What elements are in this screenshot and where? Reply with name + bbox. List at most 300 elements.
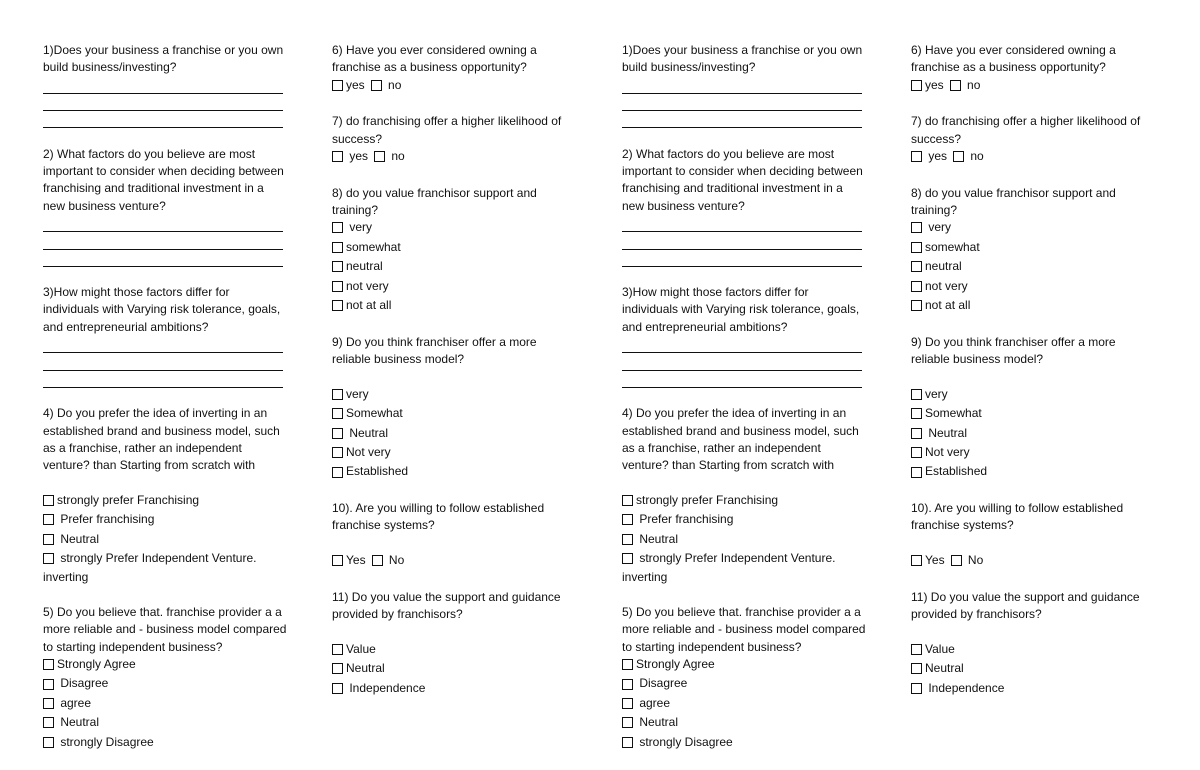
option-yes[interactable] bbox=[332, 552, 366, 569]
answer-blank-line[interactable] bbox=[43, 232, 283, 249]
question-text bbox=[332, 185, 582, 220]
option-established[interactable] bbox=[332, 463, 408, 480]
checkbox-icon[interactable] bbox=[332, 261, 343, 272]
option-row bbox=[332, 386, 582, 405]
question-text-line: more reliable and - business model compared bbox=[43, 622, 287, 637]
question-text-line: franchising and traditional investment in a bbox=[43, 181, 264, 196]
answer-options bbox=[622, 492, 877, 587]
checkbox-icon[interactable] bbox=[332, 242, 343, 253]
option-very[interactable] bbox=[911, 386, 948, 403]
question-text-line: 5) Do you believe that. franchise provider a a bbox=[622, 605, 861, 620]
question-text-line: provided by franchisors? bbox=[911, 607, 1042, 622]
option-no[interactable] bbox=[371, 77, 402, 94]
question-text-line: to starting independent business? bbox=[43, 639, 223, 654]
checkbox-icon[interactable] bbox=[953, 151, 964, 162]
answer-blank-line[interactable] bbox=[622, 232, 862, 249]
option-not-at-all[interactable] bbox=[911, 297, 970, 314]
checkbox-icon[interactable] bbox=[332, 644, 343, 655]
option-label: Neutral bbox=[925, 425, 968, 440]
option-label: strongly prefer Franchising bbox=[636, 492, 779, 507]
checkbox-icon[interactable] bbox=[43, 553, 54, 564]
option-strongly-prefer-independent-venture[interactable] bbox=[622, 550, 835, 567]
option-label: Prefer franchising bbox=[57, 512, 155, 527]
question-text-line: venture? than Starting from scratch with bbox=[622, 458, 835, 473]
option-row bbox=[622, 550, 877, 569]
checkbox-icon[interactable] bbox=[43, 737, 54, 748]
option-not-very[interactable] bbox=[911, 278, 968, 295]
answer-blank-line[interactable] bbox=[43, 250, 283, 267]
checkbox-icon[interactable] bbox=[622, 717, 633, 728]
option-label: Neutral bbox=[636, 715, 679, 730]
answer-blank-line[interactable] bbox=[622, 353, 862, 370]
option-row bbox=[43, 695, 298, 714]
question-text-line: franchise as a business opportunity? bbox=[332, 60, 527, 75]
checkbox-icon[interactable] bbox=[622, 553, 633, 564]
question-q10 bbox=[332, 500, 582, 571]
option-row bbox=[332, 552, 582, 571]
option-label: No bbox=[385, 553, 405, 567]
question-text bbox=[43, 604, 298, 656]
option-label: Yes bbox=[346, 553, 366, 567]
option-neutral[interactable] bbox=[332, 660, 385, 677]
checkbox-icon[interactable] bbox=[911, 467, 922, 478]
option-row bbox=[911, 444, 1161, 463]
checkbox-icon[interactable] bbox=[911, 80, 922, 91]
option-row bbox=[332, 425, 582, 444]
answer-options bbox=[911, 219, 1161, 316]
option-label: no bbox=[967, 148, 984, 163]
answer-options bbox=[911, 552, 1161, 571]
checkbox-icon[interactable] bbox=[332, 222, 343, 233]
option-strongly-disagree[interactable] bbox=[43, 734, 154, 751]
option-strongly-agree[interactable] bbox=[43, 656, 136, 673]
option-neutral[interactable] bbox=[911, 660, 964, 677]
question-text-line: important to consider when deciding between bbox=[43, 164, 284, 179]
checkbox-icon[interactable] bbox=[332, 663, 343, 674]
answer-blank-line[interactable] bbox=[43, 371, 283, 388]
question-text-line: 11) Do you value the support and guidance bbox=[332, 589, 561, 604]
question-text-line: reliable business model? bbox=[332, 352, 465, 367]
question-q2 bbox=[622, 146, 877, 267]
option-label: neutral bbox=[346, 259, 383, 274]
option-label: strongly Prefer Independent Venture. bbox=[636, 551, 836, 566]
checkbox-icon[interactable] bbox=[622, 659, 633, 670]
question-q5 bbox=[43, 604, 298, 753]
answer-blank-line[interactable] bbox=[43, 94, 283, 111]
option-neutral[interactable] bbox=[43, 531, 99, 548]
option-independence[interactable] bbox=[911, 680, 1004, 697]
checkbox-icon[interactable] bbox=[911, 389, 922, 400]
option-label: Neutral bbox=[636, 531, 679, 546]
checkbox-icon[interactable] bbox=[622, 534, 633, 545]
checkbox-icon[interactable] bbox=[911, 428, 922, 439]
checkbox-icon[interactable] bbox=[911, 663, 922, 674]
answer-blank-line[interactable] bbox=[622, 77, 862, 94]
option-somewhat[interactable] bbox=[332, 239, 401, 256]
option-row bbox=[911, 660, 1161, 679]
option-label: Somewhat bbox=[925, 406, 982, 421]
question-text bbox=[911, 500, 1161, 535]
option-label: agree bbox=[57, 695, 92, 710]
checkbox-icon[interactable] bbox=[622, 679, 633, 690]
question-text-line: success? bbox=[911, 131, 962, 146]
question-text-line: and entrepreneurial ambitions? bbox=[622, 319, 788, 334]
option-label: Not very bbox=[346, 444, 391, 459]
option-label: strongly Prefer Independent Venture. bbox=[57, 551, 257, 566]
answer-options bbox=[911, 641, 1161, 699]
question-text-line: 7) do franchising offer a higher likelihood of bbox=[332, 114, 562, 129]
option-agree[interactable] bbox=[43, 695, 91, 712]
page-2-left-column bbox=[622, 42, 877, 770]
option-established[interactable] bbox=[911, 463, 987, 480]
question-text bbox=[911, 113, 1161, 148]
option-row bbox=[911, 239, 1161, 258]
option-row bbox=[43, 675, 298, 694]
checkbox-icon[interactable] bbox=[911, 242, 922, 253]
option-not-very[interactable] bbox=[332, 278, 389, 295]
question-q1 bbox=[43, 42, 298, 128]
question-text-line: 2) What factors do you believe are most bbox=[43, 146, 256, 161]
question-text bbox=[43, 42, 298, 77]
answer-blank-line[interactable] bbox=[622, 371, 862, 388]
option-row bbox=[332, 641, 582, 660]
question-q5 bbox=[622, 604, 877, 753]
option-row bbox=[43, 492, 298, 511]
checkbox-icon[interactable] bbox=[43, 659, 54, 670]
answer-options bbox=[911, 148, 1161, 167]
answer-options bbox=[43, 656, 298, 753]
option-row bbox=[332, 297, 582, 316]
checkbox-icon[interactable] bbox=[332, 408, 343, 419]
option-yes[interactable] bbox=[911, 77, 944, 94]
option-strongly-disagree[interactable] bbox=[622, 734, 733, 751]
option-label: Established bbox=[925, 464, 988, 479]
option-label: Neutral bbox=[346, 425, 389, 440]
checkbox-icon[interactable] bbox=[911, 447, 922, 458]
option-row bbox=[622, 492, 877, 511]
question-text-line: as a franchise, rather an independent bbox=[43, 440, 242, 455]
option-row bbox=[911, 219, 1161, 238]
question-text-line: established brand and business model, such bbox=[43, 423, 280, 438]
option-very[interactable] bbox=[332, 219, 372, 236]
question-text-line: 9) Do you think franchiser offer a more bbox=[332, 334, 537, 349]
checkbox-icon[interactable] bbox=[911, 644, 922, 655]
question-text bbox=[911, 42, 1161, 77]
option-label: Neutral bbox=[57, 531, 100, 546]
answer-blank-line[interactable] bbox=[622, 94, 862, 111]
option-row bbox=[911, 552, 1161, 571]
question-text-line: build business/investing? bbox=[43, 60, 177, 75]
question-text-line: individuals with Varying risk tolerance, goals, bbox=[622, 302, 860, 317]
checkbox-icon[interactable] bbox=[43, 698, 54, 709]
option-prefer-franchising[interactable] bbox=[622, 511, 733, 528]
checkbox-icon[interactable] bbox=[911, 300, 922, 311]
question-text bbox=[332, 334, 582, 369]
checkbox-icon[interactable] bbox=[332, 467, 343, 478]
option-label: Neutral bbox=[346, 661, 385, 676]
option-label: very bbox=[346, 220, 373, 235]
question-text-line: new business venture? bbox=[43, 198, 166, 213]
option-label: Value bbox=[925, 641, 955, 656]
question-text-line: as a franchise, rather an independent bbox=[622, 440, 821, 455]
question-text bbox=[43, 284, 298, 336]
checkbox-icon[interactable] bbox=[371, 80, 382, 91]
checkbox-icon[interactable] bbox=[622, 737, 633, 748]
checkbox-icon[interactable] bbox=[372, 555, 383, 566]
option-disagree[interactable] bbox=[622, 675, 687, 692]
option-yes[interactable] bbox=[332, 77, 365, 94]
answer-blank-line[interactable] bbox=[43, 336, 283, 353]
answer-blank-line[interactable] bbox=[43, 353, 283, 370]
checkbox-icon[interactable] bbox=[950, 80, 961, 91]
question-q4 bbox=[43, 405, 298, 587]
question-text bbox=[622, 146, 877, 215]
question-text-line: 10). Are you willing to follow established bbox=[911, 501, 1124, 516]
question-text bbox=[622, 405, 877, 474]
option-yes[interactable] bbox=[332, 148, 368, 165]
option-label: agree bbox=[636, 695, 671, 710]
question-text bbox=[911, 589, 1161, 624]
option-strongly-prefer-independent-venture[interactable] bbox=[43, 550, 256, 567]
question-q8 bbox=[911, 185, 1161, 317]
answer-options bbox=[332, 219, 582, 316]
checkbox-icon[interactable] bbox=[911, 555, 922, 566]
option-row bbox=[332, 148, 582, 167]
question-text-line: franchise systems? bbox=[911, 518, 1014, 533]
question-text bbox=[332, 113, 582, 148]
option-neutral[interactable] bbox=[332, 258, 383, 275]
question-q6 bbox=[911, 42, 1161, 96]
option-independence[interactable] bbox=[332, 680, 425, 697]
option-no[interactable] bbox=[372, 552, 405, 569]
checkbox-icon[interactable] bbox=[43, 534, 54, 545]
answer-blank-line[interactable] bbox=[622, 336, 862, 353]
checkbox-icon[interactable] bbox=[332, 683, 343, 694]
checkbox-icon[interactable] bbox=[951, 555, 962, 566]
option-row bbox=[622, 656, 877, 675]
answer-blank-line[interactable] bbox=[622, 111, 862, 128]
option-label: Independence bbox=[346, 680, 426, 695]
option-label: no bbox=[963, 77, 981, 92]
option-very[interactable] bbox=[332, 386, 369, 403]
question-q4 bbox=[622, 405, 877, 587]
option-label: Disagree bbox=[636, 676, 688, 691]
question-text-line: established brand and business model, such bbox=[622, 423, 859, 438]
answer-options bbox=[911, 77, 1161, 96]
question-text-line: 6) Have you ever considered owning a bbox=[332, 43, 537, 57]
option-yes[interactable] bbox=[911, 552, 945, 569]
question-text-line: 6) Have you ever considered owning a bbox=[911, 43, 1116, 57]
question-q1 bbox=[622, 42, 877, 128]
question-text-line: success? bbox=[332, 131, 383, 146]
option-label: no bbox=[388, 148, 405, 163]
question-text-line: training? bbox=[911, 202, 958, 217]
question-text-line: individuals with Varying risk tolerance, goals, bbox=[43, 302, 281, 317]
option-row bbox=[911, 386, 1161, 405]
option-very[interactable] bbox=[911, 219, 951, 236]
option-row bbox=[43, 714, 298, 733]
question-text-line: franchise as a business opportunity? bbox=[911, 60, 1106, 75]
question-text-line: important to consider when deciding between bbox=[622, 164, 863, 179]
question-text-line: 2) What factors do you believe are most bbox=[622, 146, 835, 161]
option-label: Independence bbox=[925, 680, 1005, 695]
checkbox-icon[interactable] bbox=[332, 555, 343, 566]
question-q7 bbox=[911, 113, 1161, 167]
answer-options bbox=[332, 641, 582, 699]
option-not-very[interactable] bbox=[332, 444, 391, 461]
question-q2 bbox=[43, 146, 298, 267]
answer-options bbox=[332, 552, 582, 571]
checkbox-icon[interactable] bbox=[332, 389, 343, 400]
question-text-line: 7) do franchising offer a higher likelihood of bbox=[911, 114, 1141, 129]
option-row bbox=[332, 444, 582, 463]
option-label: yes bbox=[346, 77, 365, 92]
option-row bbox=[332, 660, 582, 679]
question-text bbox=[43, 146, 298, 215]
option-row bbox=[43, 656, 298, 675]
option-not-at-all[interactable] bbox=[332, 297, 391, 314]
option-strongly-agree[interactable] bbox=[622, 656, 715, 673]
option-label: Value bbox=[346, 641, 376, 656]
question-text-line: 4) Do you prefer the idea of inverting in an bbox=[622, 406, 847, 421]
option-value[interactable] bbox=[911, 641, 955, 658]
option-no[interactable] bbox=[950, 77, 981, 94]
option-strongly-prefer-franchising[interactable] bbox=[43, 492, 199, 509]
option-neutral[interactable] bbox=[911, 258, 962, 275]
checkbox-icon[interactable] bbox=[332, 281, 343, 292]
checkbox-icon[interactable] bbox=[43, 495, 54, 506]
checkbox-icon[interactable] bbox=[622, 698, 633, 709]
option-row bbox=[332, 239, 582, 258]
option-label: Neutral bbox=[925, 661, 964, 676]
option-row bbox=[911, 463, 1161, 482]
page-1-left-column bbox=[43, 42, 298, 770]
checkbox-icon[interactable] bbox=[332, 300, 343, 311]
option-label: strongly Disagree bbox=[57, 734, 154, 749]
question-text-line: to starting independent business? bbox=[622, 639, 802, 654]
option-label: very bbox=[925, 386, 948, 401]
checkbox-icon[interactable] bbox=[374, 151, 385, 162]
option-label: Somewhat bbox=[346, 406, 403, 421]
question-text-line: 11) Do you value the support and guidance bbox=[911, 589, 1140, 604]
option-neutral[interactable] bbox=[622, 531, 678, 548]
checkbox-icon[interactable] bbox=[622, 514, 633, 525]
option-label: yes bbox=[925, 77, 944, 92]
option-somewhat[interactable] bbox=[911, 239, 980, 256]
answer-blank-line[interactable] bbox=[43, 215, 283, 232]
option-label: not at all bbox=[925, 298, 971, 312]
checkbox-icon[interactable] bbox=[332, 447, 343, 458]
option-label: not very bbox=[346, 278, 389, 293]
answer-options bbox=[911, 386, 1161, 483]
checkbox-icon[interactable] bbox=[911, 261, 922, 272]
checkbox-icon[interactable] bbox=[332, 151, 343, 162]
option-strongly-prefer-franchising[interactable] bbox=[622, 492, 778, 509]
question-text-line: 4) Do you prefer the idea of inverting in an bbox=[43, 406, 268, 421]
option-neutral[interactable] bbox=[332, 425, 388, 442]
question-text bbox=[622, 604, 877, 656]
question-text bbox=[911, 334, 1161, 369]
option-label: No bbox=[964, 553, 984, 567]
question-text-line: 9) Do you think franchiser offer a more bbox=[911, 334, 1116, 349]
checkbox-icon[interactable] bbox=[43, 717, 54, 728]
option-row bbox=[622, 511, 877, 530]
question-text-line: 8) do you value franchisor support and bbox=[332, 185, 537, 200]
option-label: Disagree bbox=[57, 676, 109, 691]
option-row bbox=[43, 550, 298, 569]
answer-blank-line[interactable] bbox=[622, 250, 862, 267]
answer-blank-line[interactable] bbox=[622, 215, 862, 232]
option-value[interactable] bbox=[332, 641, 376, 658]
option-prefer-franchising[interactable] bbox=[43, 511, 154, 528]
option-label: Prefer franchising bbox=[636, 512, 734, 527]
question-text-line: 3)How might those factors differ for bbox=[622, 285, 809, 300]
question-q7 bbox=[332, 113, 582, 167]
question-text bbox=[622, 42, 877, 77]
checkbox-icon[interactable] bbox=[911, 683, 922, 694]
checkbox-icon[interactable] bbox=[911, 222, 922, 233]
question-text-line: reliable business model? bbox=[911, 352, 1044, 367]
option-label: strongly prefer Franchising bbox=[57, 492, 200, 507]
option-label: Neutral bbox=[57, 715, 100, 730]
option-no[interactable] bbox=[953, 148, 984, 165]
page-1-right-column bbox=[332, 42, 582, 716]
checkbox-icon[interactable] bbox=[43, 514, 54, 525]
option-label: somewhat bbox=[346, 239, 401, 254]
question-q9 bbox=[332, 334, 582, 483]
checkbox-icon[interactable] bbox=[622, 495, 633, 506]
option-label: Not very bbox=[925, 444, 970, 459]
option-row bbox=[43, 734, 298, 753]
checkbox-icon[interactable] bbox=[332, 428, 343, 439]
answer-options bbox=[622, 656, 877, 753]
question-text-line: 8) do you value franchisor support and bbox=[911, 185, 1116, 200]
question-text bbox=[911, 185, 1161, 220]
option-row bbox=[332, 680, 582, 699]
checkbox-icon[interactable] bbox=[911, 281, 922, 292]
option-label: not at all bbox=[346, 298, 392, 312]
option-row bbox=[911, 297, 1161, 316]
option-no[interactable] bbox=[374, 148, 405, 165]
option-agree[interactable] bbox=[622, 695, 670, 712]
checkbox-icon[interactable] bbox=[911, 408, 922, 419]
option-somewhat[interactable] bbox=[911, 405, 982, 422]
question-text bbox=[622, 284, 877, 336]
option-row bbox=[622, 734, 877, 753]
question-text-line: training? bbox=[332, 202, 379, 217]
option-somewhat[interactable] bbox=[332, 405, 403, 422]
answer-blank-line[interactable] bbox=[43, 77, 283, 94]
option-disagree[interactable] bbox=[43, 675, 108, 692]
option-row bbox=[622, 531, 877, 550]
option-label: very bbox=[346, 386, 369, 401]
option-row bbox=[911, 258, 1161, 277]
checkbox-icon[interactable] bbox=[911, 151, 922, 162]
checkbox-icon[interactable] bbox=[332, 80, 343, 91]
option-no[interactable] bbox=[951, 552, 984, 569]
question-text-line: venture? than Starting from scratch with bbox=[43, 458, 256, 473]
answer-blank-line[interactable] bbox=[43, 111, 283, 128]
option-row bbox=[911, 77, 1161, 96]
option-yes[interactable] bbox=[911, 148, 947, 165]
option-neutral[interactable] bbox=[911, 425, 967, 442]
option-not-very[interactable] bbox=[911, 444, 970, 461]
option-row bbox=[911, 405, 1161, 424]
option-label: Established bbox=[346, 464, 409, 479]
question-q11 bbox=[332, 589, 582, 699]
question-text-line: and entrepreneurial ambitions? bbox=[43, 319, 209, 334]
checkbox-icon[interactable] bbox=[43, 679, 54, 690]
